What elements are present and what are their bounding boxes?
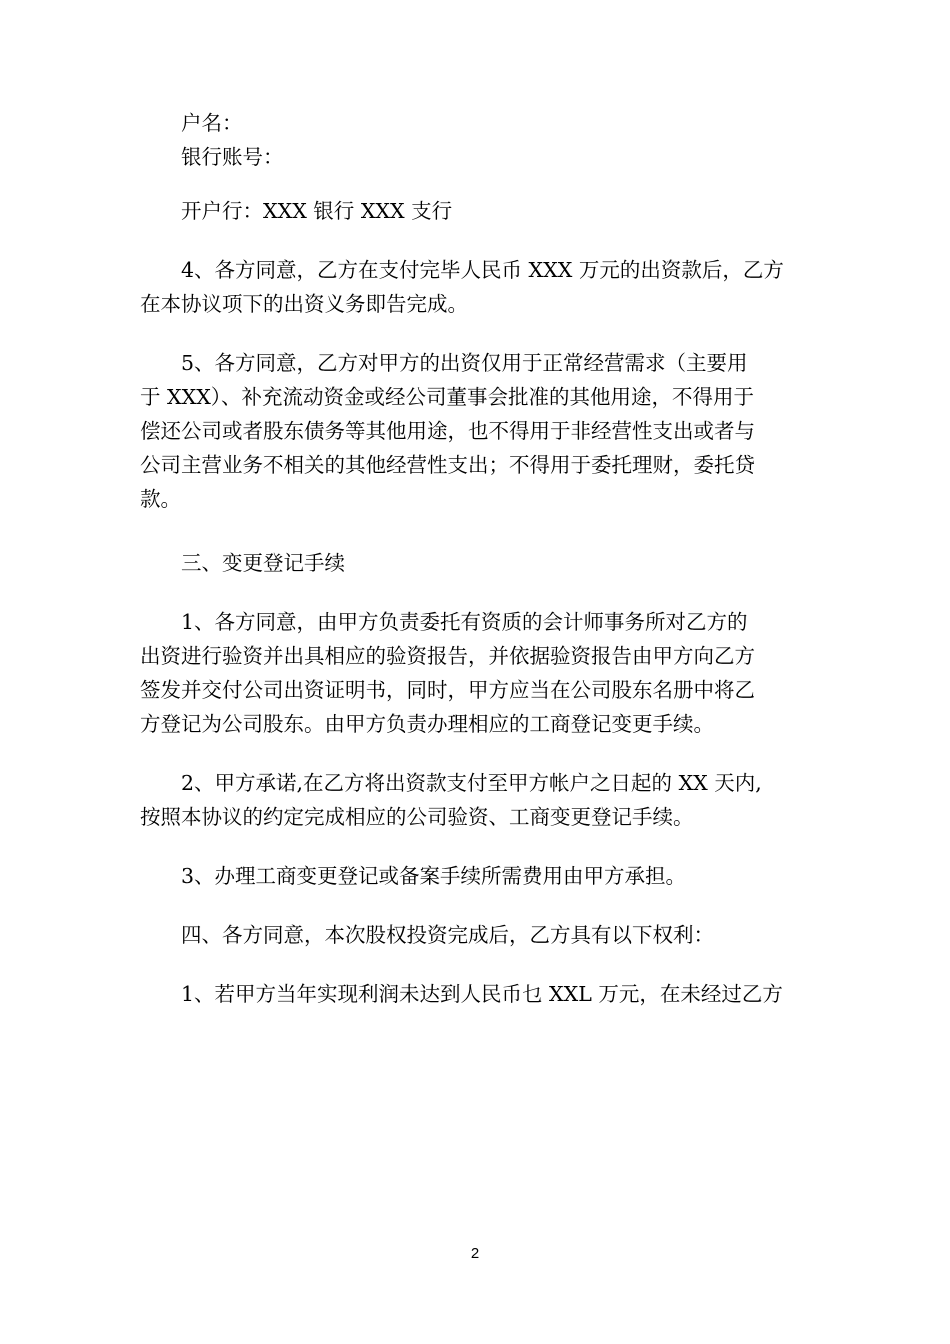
text-line: 银行账号： <box>181 145 284 169</box>
account-name-field <box>140 106 820 140</box>
page-number: 2 <box>470 1245 480 1262</box>
clause-3-3 <box>140 859 820 893</box>
text-line: 户名： <box>181 111 243 135</box>
section-heading-4 <box>140 918 820 952</box>
text-line: 4、各方同意，乙方在支付完毕人民币 XXX 万元的出资款后，乙方 <box>181 258 784 282</box>
text-line: 1、各方同意，由甲方负责委托有资质的会计师事务所对乙方的 <box>181 610 748 634</box>
text-line: 方登记为公司股东。由甲方负责办理相应的工商登记变更手续。 <box>140 712 714 736</box>
text-line: 3、办理工商变更登记或备案手续所需费用由甲方承担。 <box>181 864 687 888</box>
text-line: 2、甲方承诺,在乙方将出资款支付至甲方帐户之日起的 XX 天内, <box>181 771 762 795</box>
clause-3-1 <box>140 605 820 741</box>
text-line: 按照本协议的约定完成相应的公司验资、工商变更登记手续。 <box>140 805 694 829</box>
text-line: 出资进行验资并出具相应的验资报告，并依据验资报告由甲方向乙方 <box>140 644 755 668</box>
text-line: 5、各方同意，乙方对甲方的出资仅用于正常经营需求（主要用 <box>181 351 748 375</box>
clause-2-5 <box>140 346 820 516</box>
text-line: 公司主营业务不相关的其他经营性支出；不得用于委托理财，委托贷 <box>140 453 755 477</box>
text-line: 款。 <box>140 487 181 511</box>
section-heading-3 <box>140 546 820 580</box>
text-line: 签发并交付公司出资证明书，同时，甲方应当在公司股东名册中将乙 <box>140 678 755 702</box>
document-body <box>140 106 820 1011</box>
section-heading: 四、各方同意，本次股权投资完成后，乙方具有以下权利： <box>181 923 714 947</box>
section-heading: 三、变更登记手续 <box>181 551 345 575</box>
text-line: 开户行：XXX 银行 XXX 支行 <box>181 199 453 223</box>
clause-4-1 <box>140 977 820 1011</box>
clause-2-4 <box>140 253 820 321</box>
clause-3-2 <box>140 766 820 834</box>
text-line: 偿还公司或者股东债务等其他用途，也不得用于非经营性支出或者与 <box>140 419 755 443</box>
text-line: 1、若甲方当年实现利润未达到人民币乜 XXL 万元，在未经过乙方 <box>181 982 783 1006</box>
opening-bank-field <box>140 194 820 228</box>
bank-account-field <box>140 140 820 174</box>
text-line: 于 XXX）、补充流动资金或经公司董事会批准的其他用途，不得用于 <box>140 385 755 409</box>
text-line: 在本协议项下的出资义务即告完成。 <box>140 292 468 316</box>
